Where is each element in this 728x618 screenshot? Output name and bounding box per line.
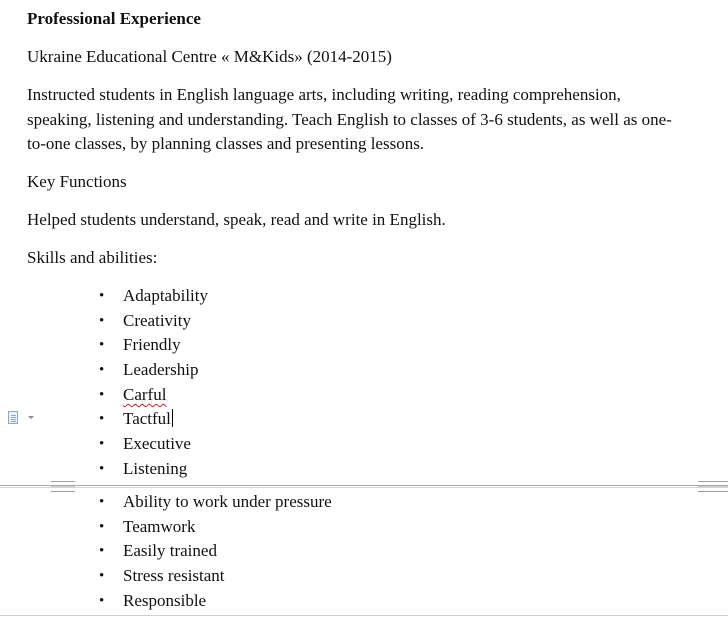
list-item (96, 333, 208, 358)
list-item (96, 457, 208, 482)
list-item (96, 309, 208, 334)
bullet-icon: • (99, 312, 105, 329)
skill-text: Adaptability (123, 286, 208, 305)
page-break-shadow (0, 487, 728, 488)
skill-text: Ability to work under pressure (123, 492, 332, 511)
list-item (96, 407, 208, 432)
bullet-icon: • (99, 568, 105, 585)
left-margin-marker (51, 481, 75, 492)
list-item (96, 515, 332, 540)
paste-options-button[interactable] (8, 411, 38, 427)
list-item (96, 539, 332, 564)
bullet-icon: • (99, 288, 105, 304)
bullet-icon: • (99, 386, 105, 403)
job-description: Instructed students in English language arts, including writing, reading comprehension, speaking, listening and understanding. Teach English to classes of 3-6 students, as well as one-to-one classes, by planning classes and presenting lessons. (27, 85, 672, 153)
skills-list-page-2 (96, 490, 332, 613)
page-break-divider (0, 485, 728, 486)
list-item (96, 432, 208, 457)
skill-text: Responsible (123, 590, 207, 610)
list-item (96, 284, 208, 309)
bullet-icon: • (99, 460, 105, 477)
skill-text: Teamwork (123, 516, 196, 536)
list-item (96, 358, 208, 383)
bullet-icon: • (99, 543, 105, 560)
company-line: Ukraine Educational Centre « M&Kids» (2014-2015) (27, 47, 392, 66)
bullet-icon: • (99, 494, 105, 510)
skill-text: Friendly (123, 335, 181, 355)
bullet-icon: • (99, 411, 105, 428)
skill-text: Tactful (123, 409, 171, 429)
paste-options-icon (8, 411, 18, 424)
skill-text: Listening (123, 458, 188, 478)
bullet-icon: • (99, 518, 105, 535)
bullet-icon: • (99, 592, 105, 609)
skill-text: Easily trained (123, 541, 217, 561)
misspelled-word[interactable]: Carful (123, 384, 167, 404)
text-cursor (172, 409, 173, 427)
section-heading: Professional Experience (27, 9, 201, 28)
bullet-icon: • (99, 337, 105, 354)
chevron-down-icon (28, 416, 34, 419)
skills-list-page-1 (96, 284, 208, 482)
skill-text: Executive (123, 434, 191, 454)
list-item (96, 564, 332, 589)
key-functions-label: Key Functions (27, 172, 127, 191)
bullet-icon: • (99, 362, 105, 379)
skill-text: Leadership (123, 360, 199, 380)
skill-text: Stress resistant (123, 566, 225, 586)
list-item (96, 490, 332, 515)
list-item (96, 383, 208, 408)
right-margin-marker (698, 481, 728, 492)
skills-label: Skills and abilities: (27, 248, 158, 267)
page-bottom-edge (0, 615, 728, 616)
list-item (96, 589, 332, 614)
bullet-icon: • (99, 436, 105, 453)
key-function-text: Helped students understand, speak, read and write in English. (27, 210, 446, 229)
skill-text: Creativity (123, 310, 191, 330)
